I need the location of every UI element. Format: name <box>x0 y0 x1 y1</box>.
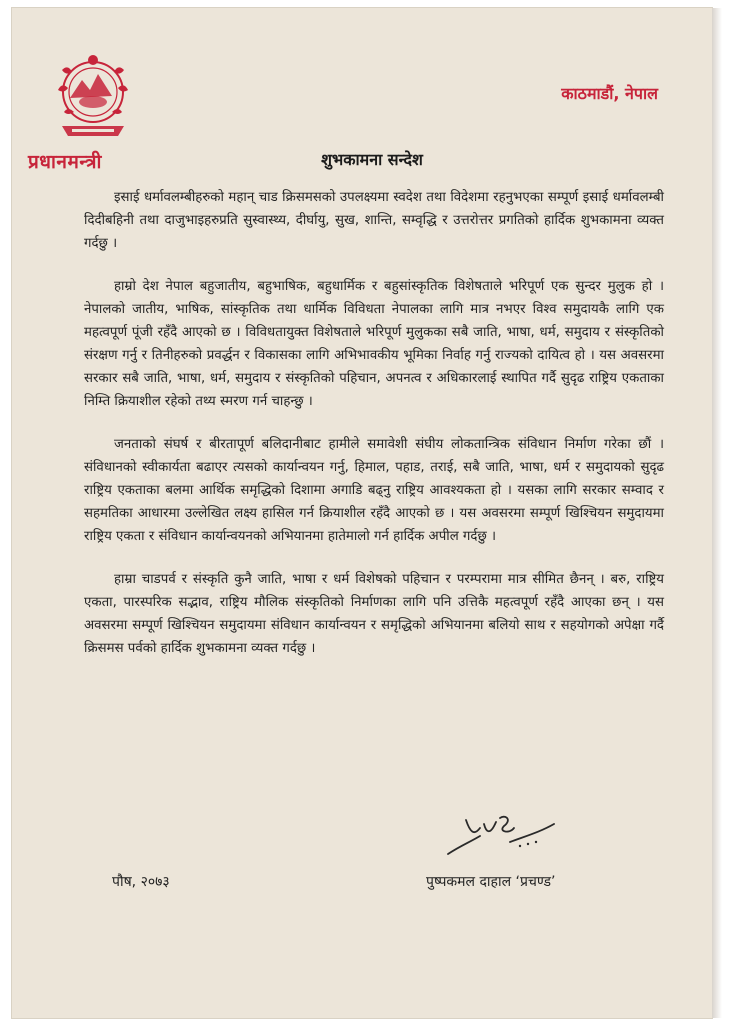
nepal-emblem-icon <box>48 50 138 144</box>
paragraph-3: जनताको संघर्ष र बीरतापूर्ण बलिदानीबाट हामीले समावेशी संघीय लोकतान्त्रिक संविधान निर्माण गरेका छौं । संविधानको स्वीकार्यता बढाएर त्यसको कार्यान्वयन गर्नु, हिमाल, पहाड, तराई, सबै जाति, भाषा, धर्म र समुदायको सुदृढ राष्ट्रिय एकताका बलमा आर्थिक समृद्धिको दिशामा अगाडि बढ्नु राष्ट्रिय आवश्यकता हो । यसका लागि सरकार सम्वाद र सहमतिका आधारमा उल्लेखित लक्ष्य हासिल गर्न क्रियाशील रहँदै आएको छ । यस अवसरमा सम्पूर्ण खिश्चियन समुदायमा राष्ट्रिय एकता र संविधान कार्यान्वयनको अभियानमा हातेमालो गर्न हार्दिक अपील गर्दछु । <box>84 437 664 544</box>
location-text: काठमाडौं, नेपाल <box>561 84 658 103</box>
paragraph-2: हाम्रो देश नेपाल बहुजातीय, बहुभाषिक, बहुधार्मिक र बहुसांस्कृतिक विशेषताले भरिपूर्ण एक सुन्दर मुलुक हो । नेपालको जातीय, भाषिक, सांस्कृतिक तथा धार्मिक विविधता नेपालका लागि मात्र नभएर विश्व समुदायकै लागि एक महत्वपूर्ण पूंजी रहँदै आएको छ । विविधतायुक्त विशेषताले भरिपूर्ण मुलुकका सबै जाति, भाषा, धर्म, समुदाय र संस्कृतिको संरक्षण गर्नु र तिनीहरुको प्रवर्द्धन र विकासका लागि अभिभावकीय भूमिका निर्वाह गर्नु राज्यको दायित्व हो । यस अवसरमा सरकार सबै जाति, भाषा, धर्म, समुदाय र संस्कृतिको पहिचान, अपनत्व र अधिकारलाई स्थापित गर्दै सुदृढ राष्ट्रिय एकताका निम्ति क्रियाशील रहेको तथ्य स्मरण गर्न चाहन्छु । <box>84 279 664 409</box>
paragraph-4: हाम्रा चाडपर्व र संस्कृति कुनै जाति, भाषा र धर्म विशेषको पहिचान र परम्परामा मात्र सीमित छैनन् । बरु, राष्ट्रिय एकता, पारस्परिक सद्भाव, राष्ट्रिय मौलिक संस्कृतिको निर्माणका लागि पनि उत्तिकै महत्वपूर्ण रहँदै आएका छन् । यस अवसरमा सम्पूर्ण खिश्चियन समुदायमा संविधान कार्यान्वयन र समृद्धिको अभियानमा बलियो साथ र सहयोगको अपेक्षा गर्दै क्रिसमस पर्वको हार्दिक शुभकामना व्यक्त गर्दछु । <box>84 572 664 656</box>
paragraph-1: इसाई धर्मावलम्बीहरुको महान् चाड क्रिसमसको उपलक्ष्यमा स्वदेश तथा विदेशमा रहनुभएका सम्पूर्ण इसाई धर्मावलम्बी दिदीबहिनी तथा दाजुभाइहरुप्रति सुस्वास्थ्य, दीर्घायु, सुख, शान्ति, सम्वृद्धि र उत्तरोत्तर प्रगतिको हार्दिक शुभकामना व्यक्त गर्दछु । <box>84 190 664 251</box>
letter-date: पौष, २०७३ <box>112 874 170 890</box>
page-title: शुभकामना सन्देश <box>321 150 423 169</box>
message-body <box>84 186 664 680</box>
handwritten-signature <box>440 806 560 866</box>
signer-name: पुष्पकमल दाहाल ‘प्रचण्ड’ <box>426 874 556 890</box>
office-title: प्रधानमन्त्री <box>28 151 102 173</box>
